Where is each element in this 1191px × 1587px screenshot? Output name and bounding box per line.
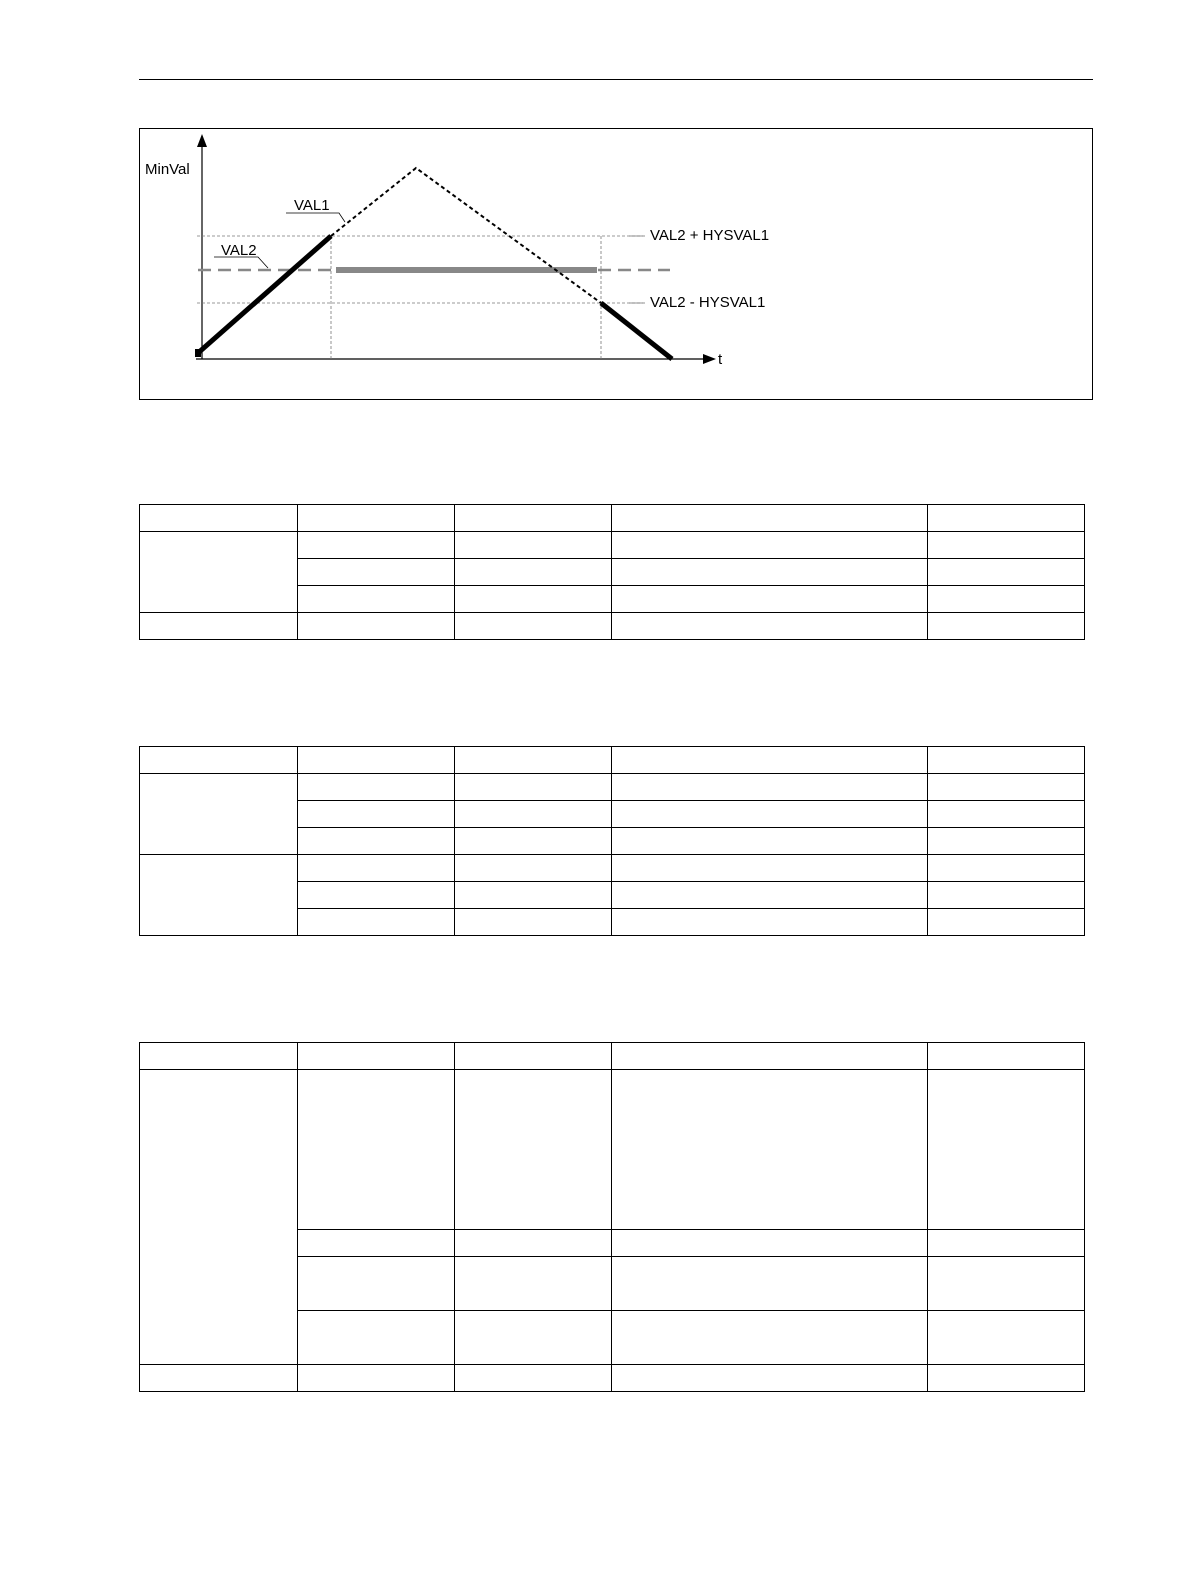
header-rule xyxy=(139,79,1093,80)
parameter-table-3 xyxy=(139,1042,1085,1392)
table-row xyxy=(140,1070,1085,1230)
hysteresis-diagram xyxy=(140,129,1092,399)
table-row xyxy=(140,532,1085,559)
y-axis-label: MinVal xyxy=(145,161,190,178)
x-axis-label: t xyxy=(718,351,723,368)
table-header-row xyxy=(140,747,1085,774)
table-row xyxy=(140,1365,1085,1392)
x-axis-arrow-icon xyxy=(703,354,716,364)
signal-falling-segment xyxy=(601,303,672,359)
table-header-row xyxy=(140,1043,1085,1070)
lower-threshold-label: VAL2 - HYSVAL1 xyxy=(650,294,766,311)
val1-leader xyxy=(286,213,345,222)
val2-label: VAL2 xyxy=(221,242,257,259)
hysteresis-figure xyxy=(139,128,1093,400)
signal-dotted-path xyxy=(331,168,601,303)
table-row xyxy=(140,855,1085,882)
signal-rising-segment xyxy=(198,236,331,353)
table-header-row xyxy=(140,505,1085,532)
upper-threshold-label: VAL2 + HYSVAL1 xyxy=(650,227,770,244)
y-axis-arrow-icon xyxy=(197,134,207,147)
parameter-table-1 xyxy=(139,504,1085,640)
parameter-table-2 xyxy=(139,746,1085,936)
table-row xyxy=(140,613,1085,640)
table-row xyxy=(140,774,1085,801)
signal-start-marker xyxy=(195,349,201,357)
val1-label: VAL1 xyxy=(294,197,330,214)
